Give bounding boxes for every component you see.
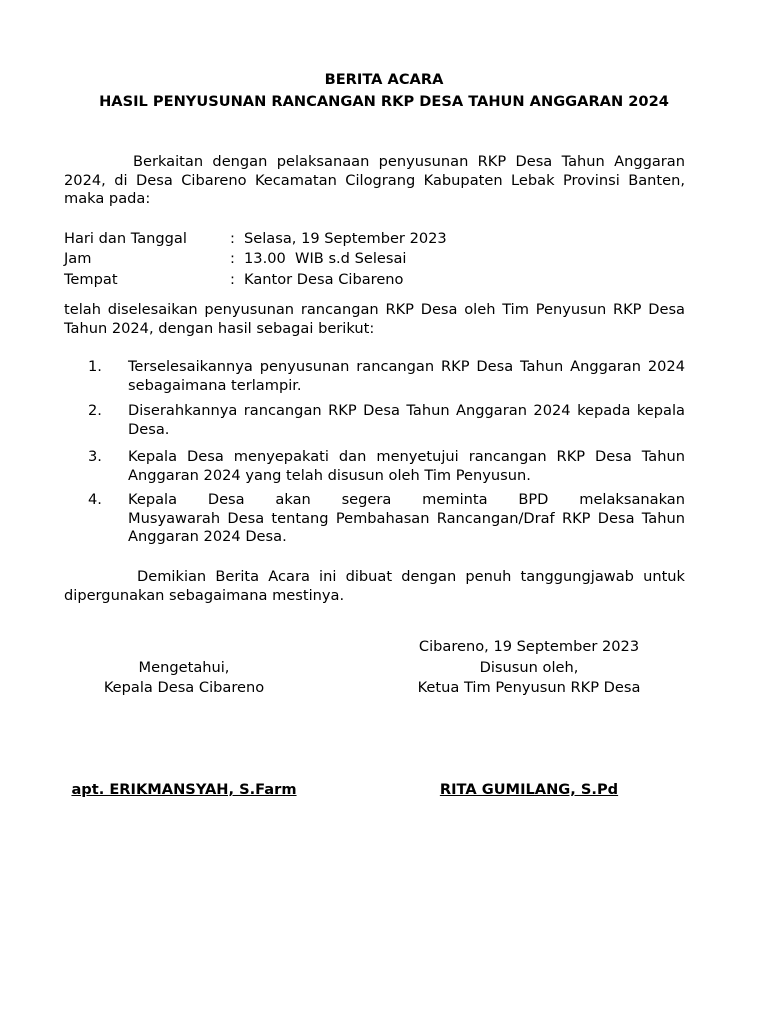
statement-paragraph: telah diselesaikan penyusunan rancangan RKP Desa oleh Tim Penyusun RKP Desa Tahun 2024, dengan hasil sebagai berikut: [64, 301, 685, 337]
signature-right-heading: Disusun oleh, [479, 659, 579, 676]
list-number: 4. [88, 491, 102, 508]
info-value: Selasa, 19 September 2023 [244, 230, 447, 247]
info-value: 13.00 WIB s.d Selesai [244, 250, 407, 267]
signature-place-date: Cibareno, 19 September 2023 [418, 638, 640, 655]
document-subtitle: HASIL PENYUSUNAN RANCANGAN RKP DESA TAHUN ANGGARAN 2024 [99, 93, 669, 110]
signature-right-name: RITA GUMILANG, S.Pd [439, 781, 619, 798]
signature-right-role: Ketua Tim Penyusun RKP Desa [417, 679, 641, 696]
list-number: 1. [88, 358, 102, 375]
intro-paragraph: Berkaitan dengan pelaksanaan penyusunan RKP Desa Tahun Anggaran 2024, di Desa Cibareno Kecamatan Cilograng Kabupaten Lebak Provinsi Banten, maka pada: [64, 153, 685, 207]
info-label: Tempat [64, 271, 118, 288]
info-label: Hari dan Tanggal [64, 230, 187, 247]
list-text: Terselesaikannya penyusunan rancangan RKP Desa Tahun Anggaran 2024 sebagaimana terlampir. [128, 358, 685, 394]
list-text-continued: Musyawarah Desa tentang Pembahasan Rancangan/Draf RKP Desa Tahun Anggaran 2024 Desa. [128, 509, 685, 545]
list-number: 3. [88, 448, 102, 465]
info-colon: : [230, 271, 235, 288]
list-number: 2. [88, 402, 102, 419]
closing-paragraph: Demikian Berita Acara ini dibuat dengan penuh tanggungjawab untuk dipergunakan sebagaimana mestinya. [64, 568, 685, 604]
list-text: Diserahkannya rancangan RKP Desa Tahun Anggaran 2024 kepada kepala Desa. [128, 402, 685, 438]
info-colon: : [230, 230, 235, 247]
document-title: BERITA ACARA [324, 71, 444, 88]
signature-left-name: apt. ERIKMANSYAH, S.Farm [71, 781, 297, 798]
signature-left-role: Kepala Desa Cibareno [103, 679, 265, 696]
info-colon: : [230, 250, 235, 267]
list-text-first-line: Kepala Desa akan segera meminta BPD melaksanakan [128, 491, 685, 508]
info-label: Jam [64, 250, 92, 267]
list-text: Kepala Desa menyepakati dan menyetujui rancangan RKP Desa Tahun Anggaran 2024 yang telah disusun oleh Tim Penyusun. [128, 448, 685, 484]
info-value: Kantor Desa Cibareno [244, 271, 404, 288]
signature-left-heading: Mengetahui, [138, 659, 230, 676]
